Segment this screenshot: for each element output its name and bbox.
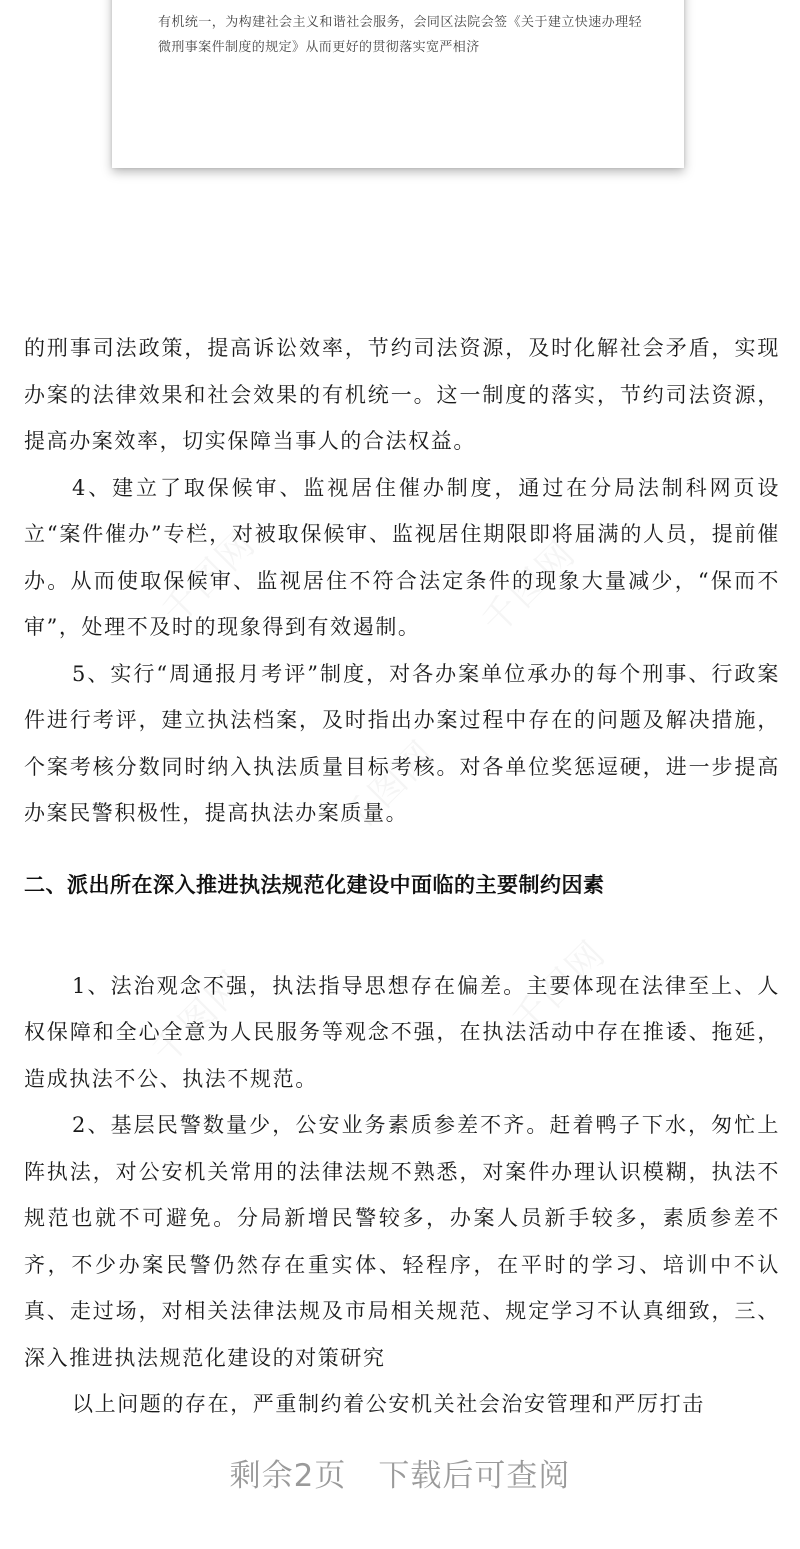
paragraph-factor-2: 2、基层民警数量少，公安业务素质参差不齐。赶着鸭子下水，匆忙上阵执法，对公安机关常用的法律法规不熟悉，对案件办理认识模糊，执法不规范也就不可避免。分局新增民警较多，办案人员新手较多，素质参差不齐，不少办案民警仍然存在重实体、轻程序，在平时的学习、培训中不认真、走过场，对相关法律法规及市局相关规范、规定学习不认真细致，三、深入推进执法规范化建设的对策研究 <box>24 1113 780 1370</box>
watermark: 千图网 <box>144 962 254 1073</box>
watermark: 千图网 <box>154 522 264 633</box>
preview-page-text: 有机统一，为构建社会主义和谐社会服务，会同区法院会签《关于建立快速办理轻微刑事案件制度的规定》从而更好的贯彻落实宽严相济 <box>158 15 642 55</box>
watermark: 千图网 <box>334 732 444 843</box>
section-gap <box>24 908 780 963</box>
paragraph-factor-1: 1、法治观念不强，执法指导思想存在偏差。主要体现在法律至上、人权保障和全心全意为人民服务等观念不强，在执法活动中存在推诿、拖延，造成执法不公、执法不规范。 <box>24 973 780 1091</box>
paragraph-item-4: 4、建立了取保候审、监视居住催办制度，通过在分局法制科网页设立“案件催办”专栏，对被取保候审、监视居住期限即将届满的人员，提前催办。从而使取保候审、监视居住不符合法定条件的现象大量减少，“保而不审”，处理不及时的现象得到有效遏制。 <box>24 475 780 639</box>
paragraph-item-5: 5、实行“周通报月考评”制度，对各办案单位承办的每个刑事、行政案件进行考评，建立执法档案，及时指出办案过程中存在的问题及解决措施，个案考核分数同时纳入执法质量目标考核。对各单位奖惩逗硬，进一步提高办案民警积极性，提高执法办案质量。 <box>24 661 780 825</box>
preview-page-card <box>112 0 684 168</box>
paragraph-conclusion: 以上问题的存在，严重制约着公安机关社会治安管理和严厉打击 <box>72 1392 705 1416</box>
paragraph-policy-continuation: 的刑事司法政策，提高诉讼效率，节约司法资源，及时化解社会矛盾，实现办案的法律效果和社会效果的有机统一。这一制度的落实，节约司法资源，提高办案效率，切实保障当事人的合法权益。 <box>24 336 780 453</box>
remaining-pages-notice[interactable]: 剩余2页 下载后可查阅 <box>229 1458 571 1494</box>
section-heading: 二、派出所在深入推进执法规范化建设中面临的主要制约因素 <box>24 872 605 897</box>
watermark: 千图网 <box>474 532 584 643</box>
document-body <box>24 325 780 1428</box>
watermark: 千图网 <box>504 932 614 1043</box>
